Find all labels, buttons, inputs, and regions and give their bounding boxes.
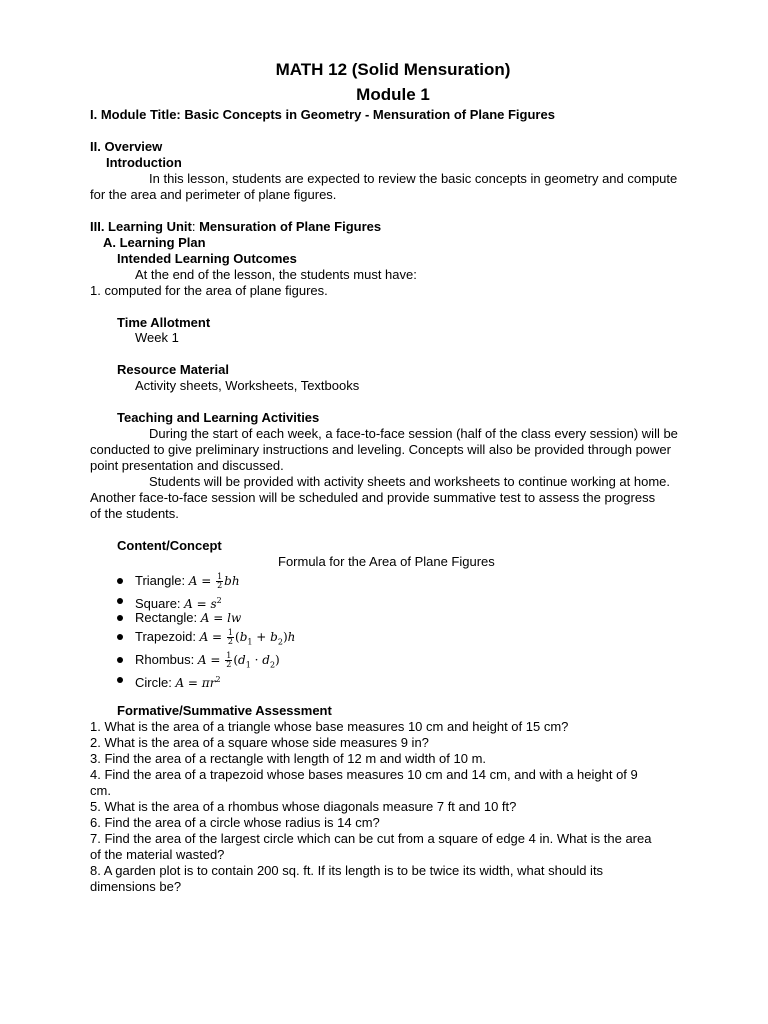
resource-value: Activity sheets, Worksheets, Textbooks (135, 378, 360, 393)
overview-heading: II. Overview (90, 139, 163, 154)
bullet-icon (117, 634, 123, 640)
assessment-item: 4. Find the area of a trapezoid whose bases measures 10 cm and 14 cm, and with a height of 9 (90, 767, 638, 782)
resource-heading: Resource Material (117, 362, 229, 377)
activities-text-line: point presentation and discussed. (90, 458, 284, 473)
time-allotment-value: Week 1 (135, 330, 179, 345)
module-title: I. Module Title: Basic Concepts in Geometry - Mensuration of Plane Figures (90, 107, 555, 122)
formula-trapezoid: Trapezoid: A = $\frac{1}{2}$ $(b_1 + b_2)h$ (135, 628, 296, 647)
formula-circle: Circle: $A = \pi r^2$ (135, 675, 221, 690)
formula-square: Square: $A = s^2$ (135, 596, 222, 611)
activities-heading: Teaching and Learning Activities (117, 410, 320, 425)
assessment-item: cm. (90, 783, 111, 798)
assessment-item: 1. What is the area of a triangle whose base measures 10 cm and height of 15 cm? (90, 719, 569, 734)
formula-rectangle: Rectangle: A = lw (135, 610, 242, 625)
introduction-heading: Introduction (106, 155, 182, 170)
content-heading: Content/Concept (117, 538, 222, 553)
activities-text-line: conducted to give preliminary instructions and leveling. Concepts will also be provided through power (90, 442, 671, 457)
assessment-item: 3. Find the area of a rectangle with length of 12 m and width of 10 m. (90, 751, 487, 766)
assessment-item: of the material wasted? (90, 847, 225, 862)
assessment-item: 8. A garden plot is to contain 200 sq. ft. If its length is to be twice its width, what should its (90, 863, 604, 878)
assessment-item: dimensions be? (90, 879, 182, 894)
outcome-item: 1. computed for the area of plane figures. (90, 283, 328, 298)
assessment-heading: Formative/Summative Assessment (117, 703, 332, 718)
activities-text-line: of the students. (90, 506, 179, 521)
intro-text-line: for the area and perimeter of plane figures. (90, 187, 337, 202)
formula-triangle: Triangle: A = $\frac{1}{2}$ bh (135, 572, 240, 590)
assessment-item: 7. Find the area of the largest circle which can be cut from a square of edge 4 in. What is the area (90, 831, 652, 846)
formula-rhombus: Rhombus: A = $\frac{1}{2}$ $(d_1 \cdot d_2)$ (135, 651, 280, 670)
outcomes-intro: At the end of the lesson, the students must have: (135, 267, 417, 282)
activities-text-line: During the start of each week, a face-to-face session (half of the class every session) will be (149, 426, 678, 441)
bullet-icon (117, 578, 123, 584)
outcomes-heading: Intended Learning Outcomes (117, 251, 297, 266)
bullet-icon (117, 677, 123, 683)
bullet-icon (117, 657, 123, 663)
activities-text-line: Another face-to-face session will be scheduled and provide summative test to assess the progress (90, 490, 656, 505)
bullet-icon (117, 598, 123, 604)
page-title: MATH 12 (Solid Mensuration) (275, 60, 511, 79)
intro-text-line: In this lesson, students are expected to review the basic concepts in geometry and compute (149, 171, 678, 186)
time-allotment-heading: Time Allotment (117, 315, 211, 330)
assessment-item: 5. What is the area of a rhombus whose diagonals measure 7 ft and 10 ft? (90, 799, 517, 814)
assessment-item: 6. Find the area of a circle whose radius is 14 cm? (90, 815, 380, 830)
activities-text-line: Students will be provided with activity sheets and worksheets to continue working at home. (149, 474, 670, 489)
learning-unit-heading: III. Learning Unit: Mensuration of Plane Figures (90, 219, 382, 234)
bullet-icon (117, 615, 123, 621)
learning-plan-heading: A. Learning Plan (103, 235, 206, 250)
assessment-item: 2. What is the area of a square whose side measures 9 in? (90, 735, 429, 750)
formula-title: Formula for the Area of Plane Figures (278, 554, 495, 569)
module-number: Module 1 (356, 85, 430, 104)
